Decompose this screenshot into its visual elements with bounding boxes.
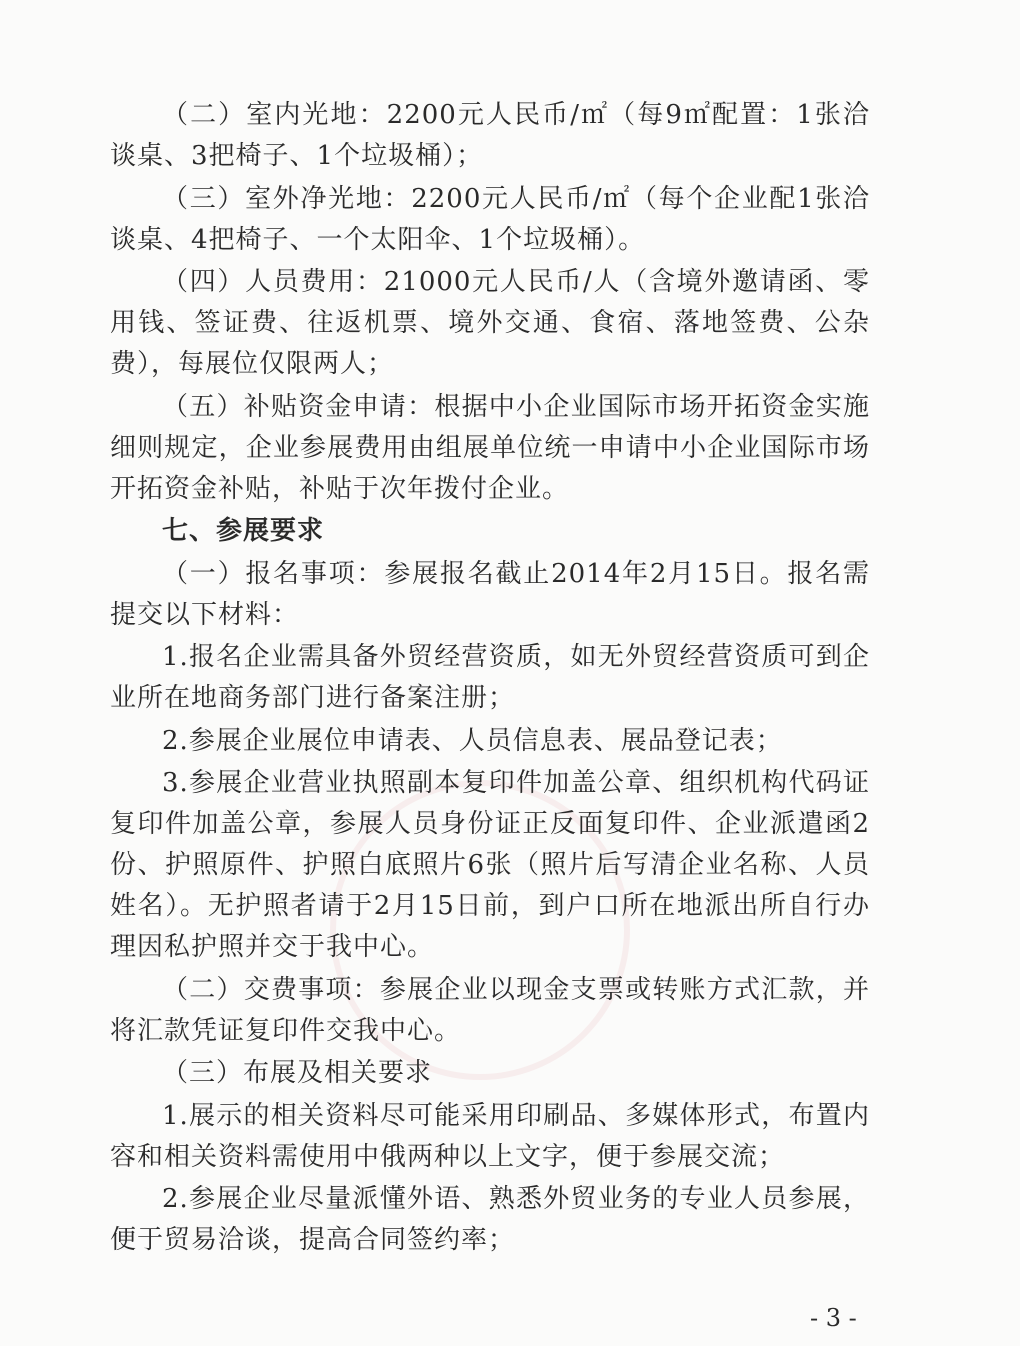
list-item-staff: 2.参展企业尽量派懂外语、熟悉外贸业务的专业人员参展，便于贸易洽谈，提高合同签约率；: [110, 1184, 870, 1255]
paragraph-payment: （二）交费事项：参展企业以现金支票或转账方式汇款，并将汇款凭证复印件交我中心。: [110, 974, 870, 1046]
document-body: [110, 95, 870, 1263]
paragraph-indoor-space: （二）室内光地：2200元人民币/㎡（每9㎡配置：1张洽谈桌、3把椅子、1个垃圾桶）；: [110, 100, 870, 171]
list-item-documents: 3.参展企业营业执照副本复印件加盖公章、组织机构代码证复印件加盖公章，参展人员身份证正反面复印件、企业派遣函2份、护照原件、护照白底照片6张（照片后写清企业名称、人员姓名）。无护照者请于2月15日前，到户口所在地派出所自行办理因私护照并交于我中心。: [110, 768, 870, 962]
list-item-materials: 1.展示的相关资料尽可能采用印刷品、多媒体形式，布置内容和相关资料需使用中俄两种以上文字，便于参展交流；: [110, 1100, 870, 1172]
list-item-forms: 2.参展企业展位申请表、人员信息表、展品登记表；: [162, 725, 783, 756]
subheading-booth-setup: （三）布展及相关要求: [162, 1058, 433, 1088]
paragraph-registration: （一）报名事项：参展报名截止2014年2月15日。报名需提交以下材料：: [110, 558, 870, 630]
paragraph-outdoor-space: （三）室外净光地：2200元人民币/㎡（每个企业配1张洽谈桌、4把椅子、一个太阳伞、1个垃圾桶）。: [110, 183, 870, 255]
section-heading-requirements: 七、参展要求: [162, 516, 325, 546]
paragraph-personnel-fee: （四）人员费用：21000元人民币/人（含境外邀请函、零用钱、签证费、往返机票、境外交通、食宿、落地签费、公杂费），每展位仅限两人；: [110, 267, 870, 379]
list-item-qualification: 1.报名企业需具备外贸经营资质，如无外贸经营资质可到企业所在地商务部门进行备案注册；: [110, 642, 870, 713]
paragraph-subsidy: （五）补贴资金申请：根据中小企业国际市场开拓资金实施细则规定，企业参展费用由组展单位统一申请中小企业国际市场开拓资金补贴，补贴于次年拨付企业。: [110, 391, 870, 504]
page-number: - 3 -: [810, 1304, 857, 1332]
